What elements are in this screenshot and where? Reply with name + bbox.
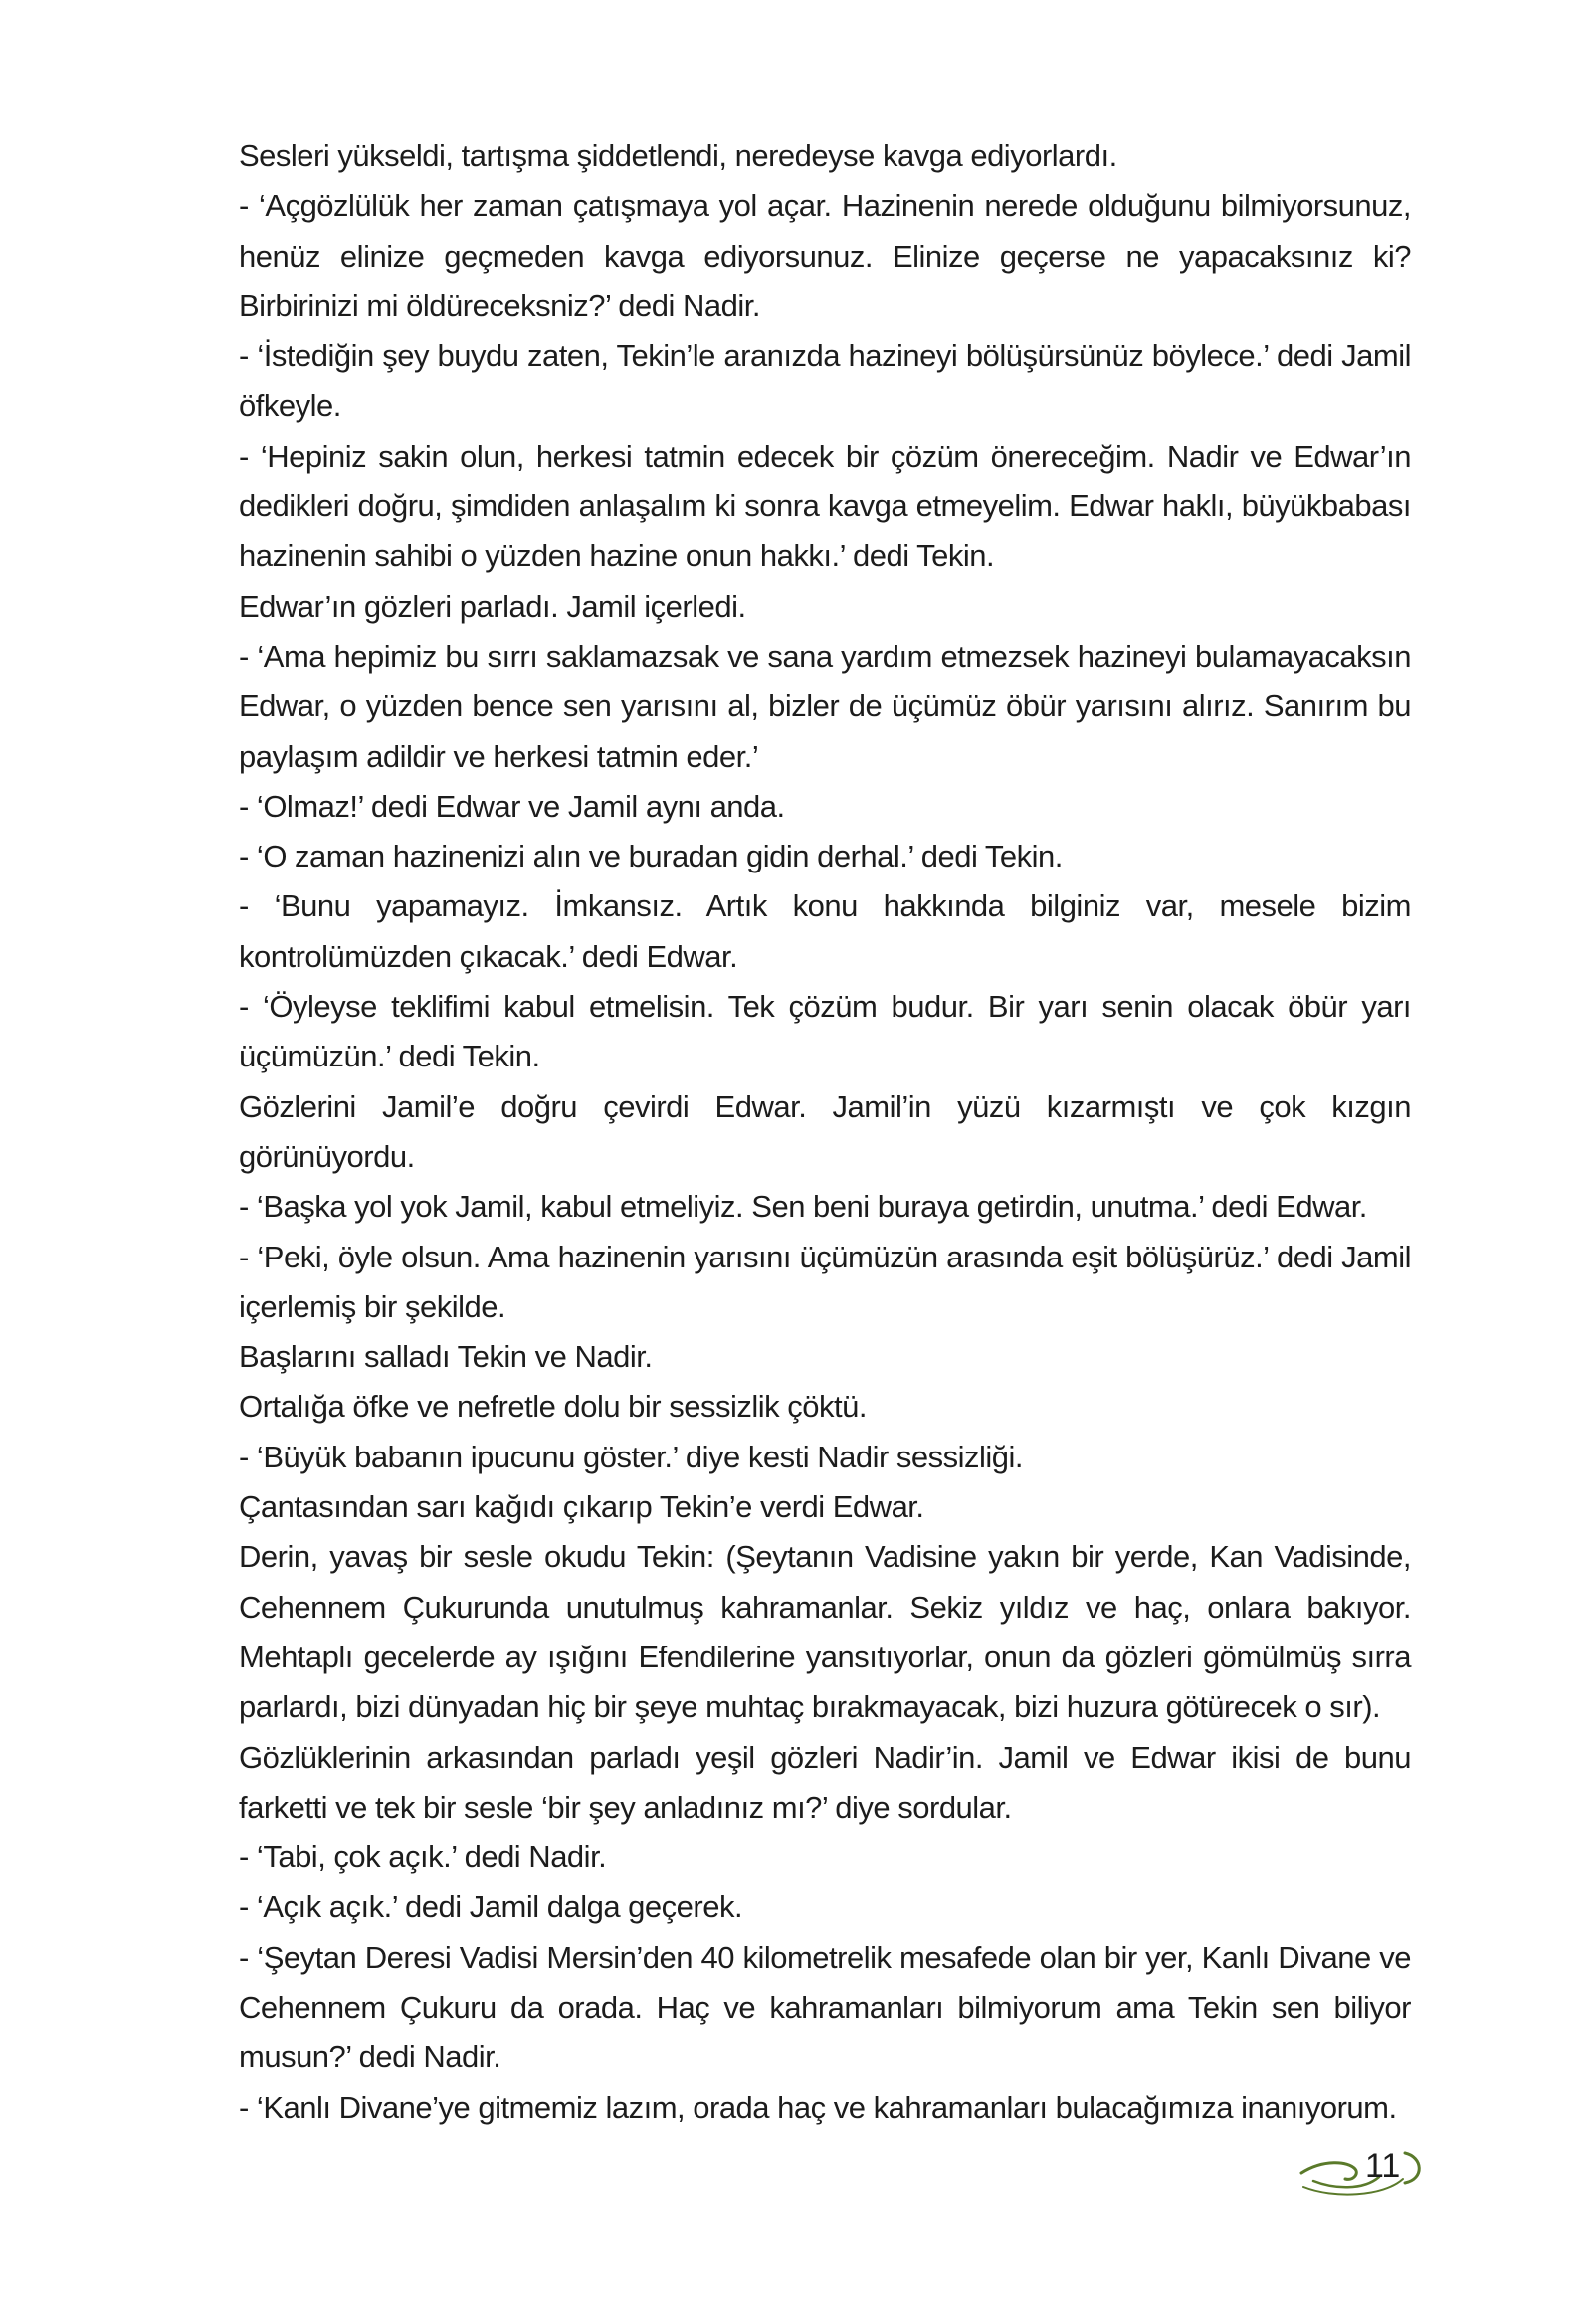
paragraph: - ‘Hepiniz sakin olun, herkesi tatmin edecek bir çözüm önereceğim. Nadir ve Edwar’ın dedikleri doğru, şimdiden anlaşalım ki sonra kavga etmeyelim. Edwar haklı, büyükbabası hazinenin sahibi o yüzden hazine onun hakkı.’ dedi Tekin. xyxy=(239,438,1411,574)
body-text xyxy=(239,131,1411,2133)
paragraph: - ‘Başka yol yok Jamil, kabul etmeliyiz. Sen beni buraya getirdin, unutma.’ dedi Edwar. xyxy=(239,1189,1367,1225)
paragraph: - ‘Açgözlülük her zaman çatışmaya yol açar. Hazinenin nerede olduğunu bilmiyorsunuz, henüz elinize geçmeden kavga ediyorsunuz. Elinize geçerse ne yapacaksınız ki? Birbirinizi mi öldüreceksniz?’ dedi Nadir. xyxy=(239,188,1411,323)
paragraph: - ‘Şeytan Deresi Vadisi Mersin’den 40 kilometrelik mesafede olan bir yer, Kanlı Divane ve Cehennem Çukuru da orada. Haç ve kahramanları bilmiyorum ama Tekin sen biliyor musun?’ dedi Nadir. xyxy=(239,1939,1411,2075)
paragraph: Çantasından sarı kağıdı çıkarıp Tekin’e verdi Edwar. xyxy=(239,1489,924,1525)
paragraph: - ‘Büyük babanın ipucunu göster.’ diye kesti Nadir sessizliği. xyxy=(239,1439,1024,1474)
paragraph: - ‘Kanlı Divane’ye gitmemiz lazım, orada haç ve kahramanları bulacağımıza inanıyorum. xyxy=(239,2089,1397,2125)
paragraph: - ‘Ama hepimiz bu sırrı saklamazsak ve sana yardım etmezsek hazineyi bulamayacaksın Edwar, o yüzden bence sen yarısını al, bizler de üçümüz öbür yarısını alırız. Sanırım bu paylaşım adildir ve herkesi tatmin eder.’ xyxy=(239,638,1411,774)
page-number: 11 xyxy=(1365,2147,1401,2185)
paragraph: Ortalığa öfke ve nefretle dolu bir sessizlik çöktü. xyxy=(239,1389,867,1425)
paragraph: Başlarını salladı Tekin ve Nadir. xyxy=(239,1339,653,1375)
paragraph: - ‘İstediğin şey buydu zaten, Tekin’le aranızda hazineyi bölüşürsünüz böylece.’ dedi Jamil öfkeyle. xyxy=(239,338,1411,424)
paragraph: - ‘Olmaz!’ dedi Edwar ve Jamil aynı anda. xyxy=(239,788,785,824)
paragraph: Gözlerini Jamil’e doğru çevirdi Edwar. Jamil’in yüzü kızarmıştı ve çok kızgın görünüyordu. xyxy=(239,1088,1411,1174)
paragraph: - ‘Bunu yapamayız. İmkansız. Artık konu hakkında bilginiz var, mesele bizim kontrolümüzden çıkacak.’ dedi Edwar. xyxy=(239,888,1411,974)
paragraph: - ‘Peki, öyle olsun. Ama hazinenin yarısını üçümüzün arasında eşit bölüşürüz.’ dedi Jamil içerlemiş bir şekilde. xyxy=(239,1239,1411,1324)
page-number-ornament-icon xyxy=(1294,2139,1433,2199)
paragraph: Derin, yavaş bir sesle okudu Tekin: (Şeytanın Vadisine yakın bir yerde, Kan Vadisinde, Cehennem Çukurunda unutulmuş kahramanlar. Sekiz yıldız ve haç, onlara bakıyor. Mehtaplı gecelerde ay ışığını Efendilerine yansıtıyorlar, onun da gözleri gömülmüş sırra parlardı, bizi dünyadan hiç bir şeye muhtaç bırakmayacak, bizi huzura götürecek o sır). xyxy=(239,1539,1411,1725)
paragraph: Gözlüklerinin arkasından parladı yeşil gözleri Nadir’in. Jamil ve Edwar ikisi de bunu farketti ve tek bir sesle ‘bir şey anladınız mı?’ diye sordular. xyxy=(239,1739,1411,1825)
paragraph: - ‘Öyleyse teklifimi kabul etmelisin. Tek çözüm budur. Bir yarı senin olacak öbür yarı üçümüzün.’ dedi Tekin. xyxy=(239,989,1411,1074)
paragraph: - ‘Tabi, çok açık.’ dedi Nadir. xyxy=(239,1840,607,1875)
paragraph: - ‘Açık açık.’ dedi Jamil dalga geçerek. xyxy=(239,1889,743,1925)
paragraph: Sesleri yükseldi, tartışma şiddetlendi, neredeyse kavga ediyorlardı. xyxy=(239,138,1117,173)
paragraph: - ‘O zaman hazinenizi alın ve buradan gidin derhal.’ dedi Tekin. xyxy=(239,839,1063,874)
paragraph: Edwar’ın gözleri parladı. Jamil içerledi. xyxy=(239,588,746,624)
